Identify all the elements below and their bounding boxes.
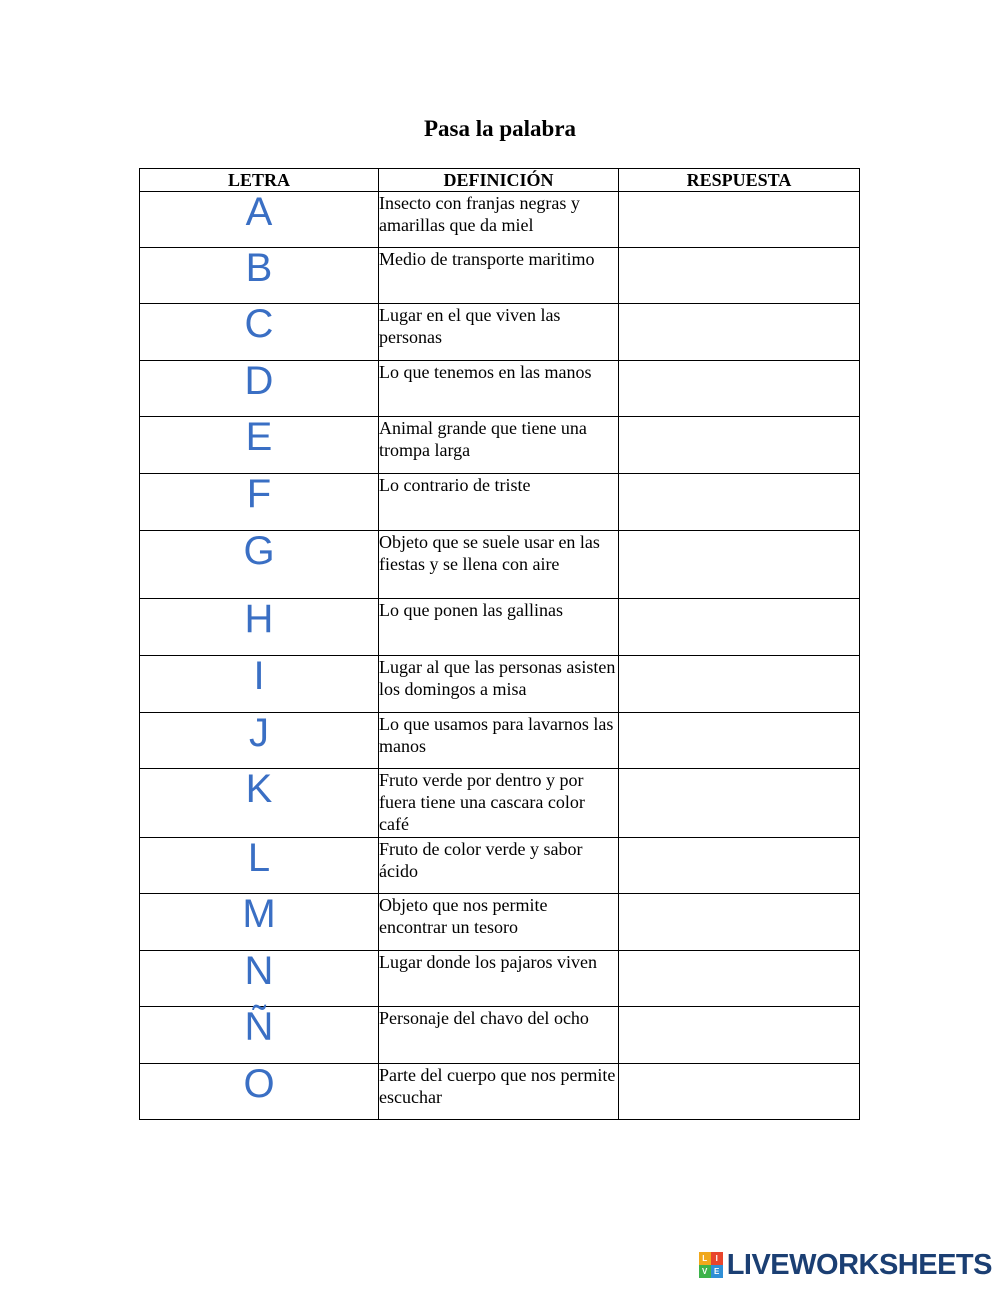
row-letter: J [140, 713, 379, 769]
brand-name: LIVEWORKSHEETS [726, 1249, 992, 1281]
worksheet-table [139, 168, 860, 1120]
header-definition: DEFINICIÓN [379, 169, 619, 192]
header-answer: RESPUESTA [619, 169, 860, 192]
table-row [140, 951, 860, 1007]
row-definition: Lo que usamos para lavarnos las manos [379, 713, 619, 769]
table-row [140, 474, 860, 531]
table-row [140, 531, 860, 599]
answer-field[interactable] [619, 951, 860, 1007]
logo-mark-letter: E [711, 1265, 723, 1278]
table-row [140, 417, 860, 474]
table-row [140, 838, 860, 894]
answer-field[interactable] [619, 248, 860, 304]
row-definition: Lugar en el que viven las personas [379, 304, 619, 361]
row-letter: L [140, 838, 379, 894]
table-row [140, 192, 860, 248]
table-row [140, 894, 860, 951]
row-letter: N [140, 951, 379, 1007]
table-row [140, 361, 860, 417]
answer-field[interactable] [619, 531, 860, 599]
row-definition: Animal grande que tiene una trompa larga [379, 417, 619, 474]
table-row [140, 713, 860, 769]
logo-mark-letter: V [699, 1265, 711, 1278]
row-letter: O [140, 1064, 379, 1120]
row-letter: C [140, 304, 379, 361]
answer-field[interactable] [619, 599, 860, 656]
table-row [140, 1007, 860, 1064]
row-definition: Fruto verde por dentro y por fuera tiene una cascara color café [379, 769, 619, 838]
row-definition: Insecto con franjas negras y amarillas que da miel [379, 192, 619, 248]
answer-field[interactable] [619, 656, 860, 713]
answer-field[interactable] [619, 838, 860, 894]
row-letter: A [140, 192, 379, 248]
answer-field[interactable] [619, 1007, 860, 1064]
row-definition: Lo que tenemos en las manos [379, 361, 619, 417]
row-definition: Lo contrario de triste [379, 474, 619, 531]
logo-mark-letter: L [699, 1252, 711, 1265]
row-letter: M [140, 894, 379, 951]
answer-field[interactable] [619, 769, 860, 838]
logo-mark-letter: I [711, 1252, 723, 1265]
row-definition: Medio de transporte maritimo [379, 248, 619, 304]
liveworksheets-logo [699, 1249, 992, 1281]
answer-field[interactable] [619, 192, 860, 248]
answer-field[interactable] [619, 304, 860, 361]
answer-field[interactable] [619, 417, 860, 474]
page-title: Pasa la palabra [423, 116, 577, 141]
row-definition: Parte del cuerpo que nos permite escuchar [379, 1064, 619, 1120]
answer-field[interactable] [619, 1064, 860, 1120]
answer-field[interactable] [619, 894, 860, 951]
row-definition: Fruto de color verde y sabor ácido [379, 838, 619, 894]
row-letter: Ñ [140, 1007, 379, 1064]
answer-field[interactable] [619, 361, 860, 417]
table-row [140, 248, 860, 304]
row-definition: Objeto que nos permite encontrar un tesoro [379, 894, 619, 951]
row-letter: E [140, 417, 379, 474]
header-letter: LETRA [140, 169, 379, 192]
row-definition: Personaje del chavo del ocho [379, 1007, 619, 1064]
row-definition: Objeto que se suele usar en las fiestas y se llena con aire [379, 531, 619, 599]
row-letter: F [140, 474, 379, 531]
row-definition: Lugar al que las personas asisten los domingos a misa [379, 656, 619, 713]
table-row [140, 1064, 860, 1120]
row-definition: Lugar donde los pajaros viven [379, 951, 619, 1007]
row-letter: D [140, 361, 379, 417]
table-row [140, 769, 860, 838]
table-row [140, 656, 860, 713]
logo-mark-icon [699, 1252, 723, 1278]
row-letter: H [140, 599, 379, 656]
answer-field[interactable] [619, 474, 860, 531]
row-definition: Lo que ponen las gallinas [379, 599, 619, 656]
table-row [140, 304, 860, 361]
row-letter: K [140, 769, 379, 838]
table-header-row [140, 169, 860, 192]
row-letter: G [140, 531, 379, 599]
row-letter: B [140, 248, 379, 304]
answer-field[interactable] [619, 713, 860, 769]
table-row [140, 599, 860, 656]
row-letter: I [140, 656, 379, 713]
